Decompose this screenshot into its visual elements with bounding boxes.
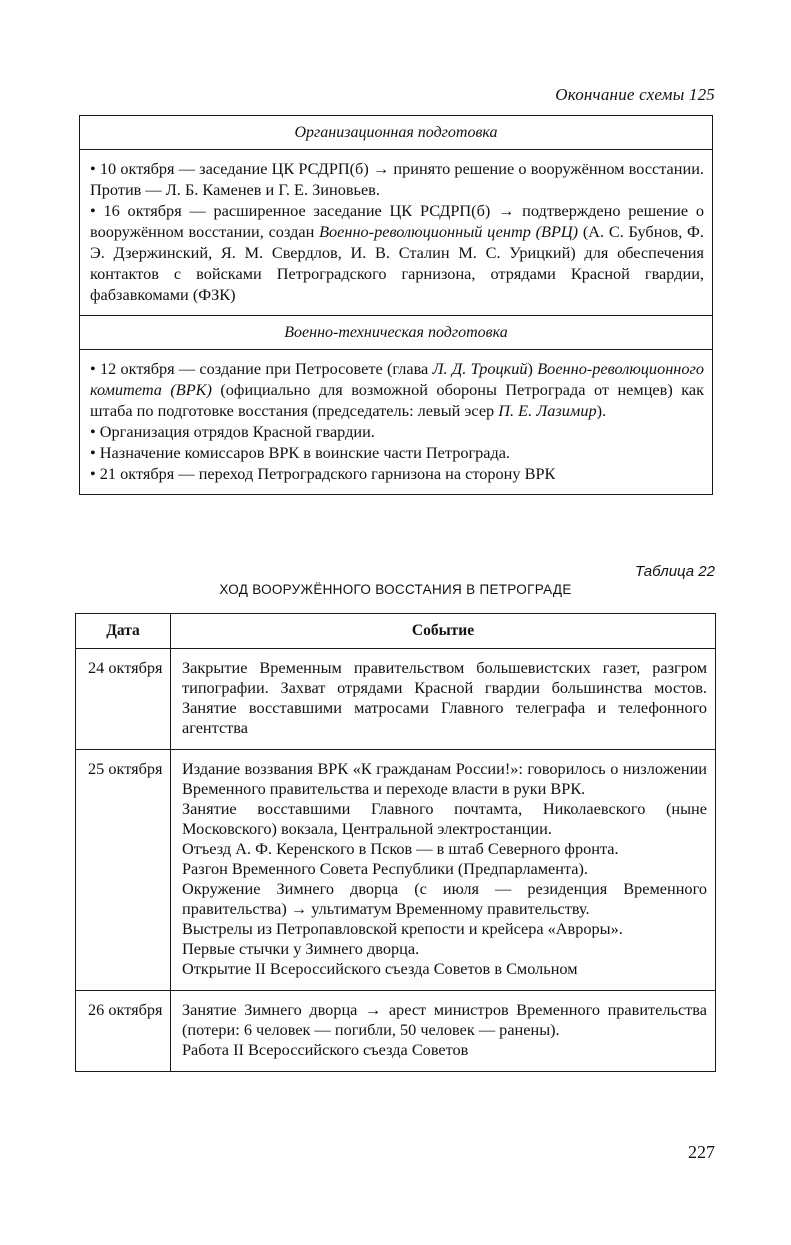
list-item: • Назначение комиссаров ВРК в воинские части Петрограда. (90, 442, 704, 463)
section-body-organizational (80, 150, 712, 316)
page-number: 227 (688, 1142, 715, 1162)
table-row (76, 991, 716, 1072)
section-body-military-technical (80, 350, 712, 494)
list-item: • 12 октября — создание при Петросовете (глава Л. Д. Троцкий) Военно-революционного комитета (ВРК) (официально для возможной обороны Петрограда от немцев) как штаба по подготовке восстания (председатель: левый эсер П. Е. Лазимир). (90, 358, 704, 421)
table-title: ХОД ВООРУЖЁННОГО ВОССТАНИЯ В ПЕТРОГРАДЕ (219, 582, 572, 597)
table-header-row (76, 614, 716, 649)
date-cell: 25 октября (76, 750, 171, 991)
list-item: • 21 октября — переход Петроградского гарнизона на сторону ВРК (90, 463, 704, 484)
list-item: • 10 октября — заседание ЦК РСДРП(б) → принято решение о вооружённом восстании. Против — Л. Б. Каменев и Г. Е. Зиновьев. (90, 158, 704, 200)
list-item: • Организация отрядов Красной гвардии. (90, 421, 704, 442)
table-number: Таблица 22 (634, 563, 715, 580)
date-cell: 26 октября (76, 991, 171, 1072)
event-cell: Издание воззвания ВРК «К гражданам России!»: говорилось о низложении Временного правительства и переходе власти в руки ВРК. Занятие восставшими Главного почтамта, Николаевского (ныне Московского) вокзала, Центральной электростанции. Отъезд А. Ф. Керенского в Псков — в штаб Северного фронта. Разгон Временного Совета Республики (Предпарламента). Окружение Зимнего дворца (с июля — резиденция Временного правительства) → ультиматум Временному правительству. Выстрелы из Петропавловской крепости и крейсера «Авроры». Первые стычки у Зимнего дворца. Открытие II Всероссийского съезда Советов в Смольном (171, 750, 716, 991)
table-row (76, 750, 716, 991)
event-cell: Закрытие Временным правительством большевистских газет, разгром типографии. Захват отрядами Красной гвардии большинства мостов. Занятие восставшими матросами Главного телеграфа и телефонного агентства (171, 649, 716, 750)
section-title-organizational: Организационная подготовка (80, 116, 712, 150)
table-row (76, 649, 716, 750)
scheme-box (79, 115, 713, 495)
scheme-continuation-label: Окончание схемы 125 (555, 85, 715, 104)
date-cell: 24 октября (76, 649, 171, 750)
column-header-date: Дата (76, 614, 171, 649)
event-cell: Занятие Зимнего дворца → арест министров Временного правительства (потери: 6 человек — погибли, 50 человек — ранены). Работа II Всероссийского съезда Советов (171, 991, 716, 1072)
list-item: • 16 октября — расширенное заседание ЦК РСДРП(б) → подтверждено решение о вооружённом восстании, создан Военно-революционный центр (ВРЦ) (А. С. Бубнов, Ф. Э. Дзержинский, Я. М. Свердлов, И. В. Сталин М. С. Урицкий) для обеспечения контактов с войсками Петроградского гарнизона, отрядами Красной гвардии, фабзавкомами (ФЗК) (90, 200, 704, 305)
events-table (75, 613, 716, 1072)
section-title-military-technical: Военно-техническая подготовка (80, 316, 712, 350)
column-header-event: Событие (171, 614, 716, 649)
